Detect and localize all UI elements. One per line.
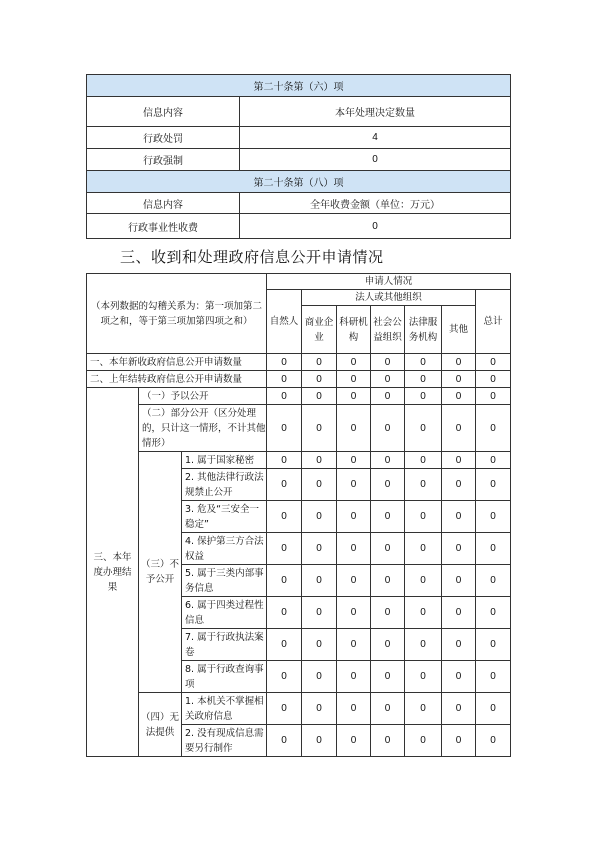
cell-value: 0 xyxy=(442,354,476,371)
header-row xyxy=(87,193,511,214)
cell-value: 0 xyxy=(405,693,442,725)
table-row xyxy=(87,405,511,452)
cell-value: 0 xyxy=(337,371,371,388)
cell-value: 0 xyxy=(371,469,405,501)
row-label: 1. 本机关不掌握相关政府信息 xyxy=(182,693,267,725)
application-table xyxy=(86,273,511,757)
cell-value: 0 xyxy=(371,693,405,725)
cell-value: 0 xyxy=(267,371,302,388)
cell-value: 0 xyxy=(302,597,337,629)
cell-value: 0 xyxy=(267,629,302,661)
cell-value: 0 xyxy=(302,565,337,597)
cell-value: 0 xyxy=(442,565,476,597)
section-header-row xyxy=(87,75,511,97)
column-header: 其他 xyxy=(442,306,476,354)
cell-value: 0 xyxy=(442,725,476,757)
unable-group-label: （四）无法提供 xyxy=(139,693,182,757)
total-header: 总计 xyxy=(476,290,511,354)
cell-value: 0 xyxy=(302,725,337,757)
row-label: 3. 危及“三安全一稳定” xyxy=(182,501,267,533)
cell-value: 0 xyxy=(302,354,337,371)
row-label: 8. 属于行政查询事项 xyxy=(182,661,267,693)
row-label: 一、本年新收政府信息公开申请数量 xyxy=(87,354,267,371)
section-header: 第二十条第（六）项 xyxy=(87,75,511,97)
cell-value: 0 xyxy=(442,501,476,533)
cell-value: 0 xyxy=(302,533,337,565)
cell-value: 0 xyxy=(405,371,442,388)
cell-value: 0 xyxy=(267,405,302,452)
table-row xyxy=(87,452,511,469)
cell-value: 0 xyxy=(337,469,371,501)
column-header: 科研机构 xyxy=(337,306,371,354)
cell-value: 0 xyxy=(442,405,476,452)
cell-value: 0 xyxy=(337,629,371,661)
cell-value: 0 xyxy=(337,565,371,597)
cell-value: 0 xyxy=(337,661,371,693)
cell-value: 0 xyxy=(476,597,511,629)
cell-value: 0 xyxy=(267,565,302,597)
cell-value: 0 xyxy=(476,501,511,533)
header-row xyxy=(87,97,511,127)
cell-value: 0 xyxy=(476,693,511,725)
cell-value: 0 xyxy=(267,725,302,757)
cell-value: 0 xyxy=(442,661,476,693)
cell-value: 0 xyxy=(302,405,337,452)
cell-value: 0 xyxy=(405,469,442,501)
cell-value: 0 xyxy=(371,452,405,469)
cell-value: 0 xyxy=(302,693,337,725)
cell-value: 0 xyxy=(371,354,405,371)
cell-value: 0 xyxy=(371,501,405,533)
cell-value: 0 xyxy=(476,354,511,371)
cell-value: 0 xyxy=(371,629,405,661)
cell-value: 0 xyxy=(442,452,476,469)
row-value: 0 xyxy=(240,149,511,171)
cell-value: 0 xyxy=(476,533,511,565)
cell-value: 0 xyxy=(405,388,442,405)
cell-value: 0 xyxy=(267,597,302,629)
cell-value: 0 xyxy=(337,501,371,533)
cell-value: 0 xyxy=(337,533,371,565)
cell-value: 0 xyxy=(267,501,302,533)
table-row xyxy=(87,371,511,388)
cell-value: 0 xyxy=(476,452,511,469)
table-row xyxy=(87,693,511,725)
cell-value: 0 xyxy=(371,661,405,693)
cell-value: 0 xyxy=(442,533,476,565)
row-value: 0 xyxy=(240,214,511,239)
cell-value: 0 xyxy=(405,533,442,565)
header-row xyxy=(87,274,511,290)
column-header: 信息内容 xyxy=(87,97,240,127)
cell-value: 0 xyxy=(405,725,442,757)
cell-value: 0 xyxy=(476,565,511,597)
column-header: 法律服务机构 xyxy=(405,306,442,354)
applicant-header: 申请人情况 xyxy=(267,274,511,290)
cell-value: 0 xyxy=(337,725,371,757)
cell-value: 0 xyxy=(371,533,405,565)
cell-value: 0 xyxy=(442,693,476,725)
cell-value: 0 xyxy=(476,725,511,757)
cell-value: 0 xyxy=(337,452,371,469)
cell-value: 0 xyxy=(371,405,405,452)
section-title: 三、收到和处理政府信息公开申请情况 xyxy=(120,248,384,266)
table-row xyxy=(87,354,511,371)
cell-value: 0 xyxy=(442,388,476,405)
cell-value: 0 xyxy=(267,661,302,693)
cell-value: 0 xyxy=(267,452,302,469)
cell-value: 0 xyxy=(371,371,405,388)
row-label: （一）予以公开 xyxy=(139,388,267,405)
row-label: 行政处罚 xyxy=(87,127,240,149)
cell-value: 0 xyxy=(476,469,511,501)
cell-value: 0 xyxy=(337,405,371,452)
cell-value: 0 xyxy=(476,629,511,661)
row-value: 4 xyxy=(240,127,511,149)
table-row xyxy=(87,214,511,239)
cell-value: 0 xyxy=(405,354,442,371)
cell-value: 0 xyxy=(267,354,302,371)
table-row xyxy=(87,127,511,149)
cell-value: 0 xyxy=(442,629,476,661)
cell-value: 0 xyxy=(302,629,337,661)
cell-value: 0 xyxy=(302,469,337,501)
column-header: 商业企业 xyxy=(302,306,337,354)
row-label: 行政事业性收费 xyxy=(87,214,240,239)
column-header: 信息内容 xyxy=(87,193,240,214)
cell-value: 0 xyxy=(302,388,337,405)
cell-value: 0 xyxy=(405,597,442,629)
cell-value: 0 xyxy=(302,452,337,469)
section-header: 第二十条第（八）项 xyxy=(87,171,511,193)
cell-value: 0 xyxy=(337,693,371,725)
table-row xyxy=(87,388,511,405)
cell-value: 0 xyxy=(442,469,476,501)
cell-value: 0 xyxy=(371,388,405,405)
row-label: 行政强制 xyxy=(87,149,240,171)
row-label: 5. 属于三类内部事务信息 xyxy=(182,565,267,597)
cell-value: 0 xyxy=(405,565,442,597)
column-header: 本年处理决定数量 xyxy=(240,97,511,127)
cell-value: 0 xyxy=(405,661,442,693)
row-label: 二、上年结转政府信息公开申请数量 xyxy=(87,371,267,388)
cell-value: 0 xyxy=(405,405,442,452)
row-label: 4. 保护第三方合法权益 xyxy=(182,533,267,565)
corner-note: （本列数据的勾稽关系为：第一项加第二项之和，等于第三项加第四项之和） xyxy=(87,274,267,354)
cell-value: 0 xyxy=(267,469,302,501)
cell-value: 0 xyxy=(442,597,476,629)
cell-value: 0 xyxy=(267,533,302,565)
legal-entity-header: 法人或其他组织 xyxy=(302,290,476,306)
cell-value: 0 xyxy=(371,725,405,757)
section-header-row xyxy=(87,171,511,193)
row-label: 6. 属于四类过程性信息 xyxy=(182,597,267,629)
result-group-label: 三、本年度办理结果 xyxy=(87,388,139,757)
cell-value: 0 xyxy=(302,501,337,533)
row-label: 2. 其他法律行政法规禁止公开 xyxy=(182,469,267,501)
cell-value: 0 xyxy=(337,597,371,629)
cell-value: 0 xyxy=(337,388,371,405)
cell-value: 0 xyxy=(371,565,405,597)
cell-value: 0 xyxy=(337,354,371,371)
cell-value: 0 xyxy=(405,452,442,469)
row-label: 7. 属于行政执法案卷 xyxy=(182,629,267,661)
table-row xyxy=(87,149,511,171)
row-label: 2. 没有现成信息需要另行制作 xyxy=(182,725,267,757)
deny-group-label: （三）不予公开 xyxy=(139,452,182,693)
cell-value: 0 xyxy=(405,501,442,533)
cell-value: 0 xyxy=(476,661,511,693)
row-label: （二）部分公开（区分处理的，只计这一情形，不计其他情形） xyxy=(139,405,267,452)
cell-value: 0 xyxy=(476,371,511,388)
cell-value: 0 xyxy=(371,597,405,629)
cell-value: 0 xyxy=(302,661,337,693)
natural-person-header: 自然人 xyxy=(267,290,302,354)
column-header: 社会公益组织 xyxy=(371,306,405,354)
cell-value: 0 xyxy=(267,388,302,405)
column-header: 全年收费金额（单位：万元） xyxy=(240,193,511,214)
cell-value: 0 xyxy=(476,388,511,405)
cell-value: 0 xyxy=(442,371,476,388)
article-20-table xyxy=(86,74,511,239)
cell-value: 0 xyxy=(405,629,442,661)
cell-value: 0 xyxy=(267,693,302,725)
cell-value: 0 xyxy=(476,405,511,452)
cell-value: 0 xyxy=(302,371,337,388)
row-label: 1. 属于国家秘密 xyxy=(182,452,267,469)
